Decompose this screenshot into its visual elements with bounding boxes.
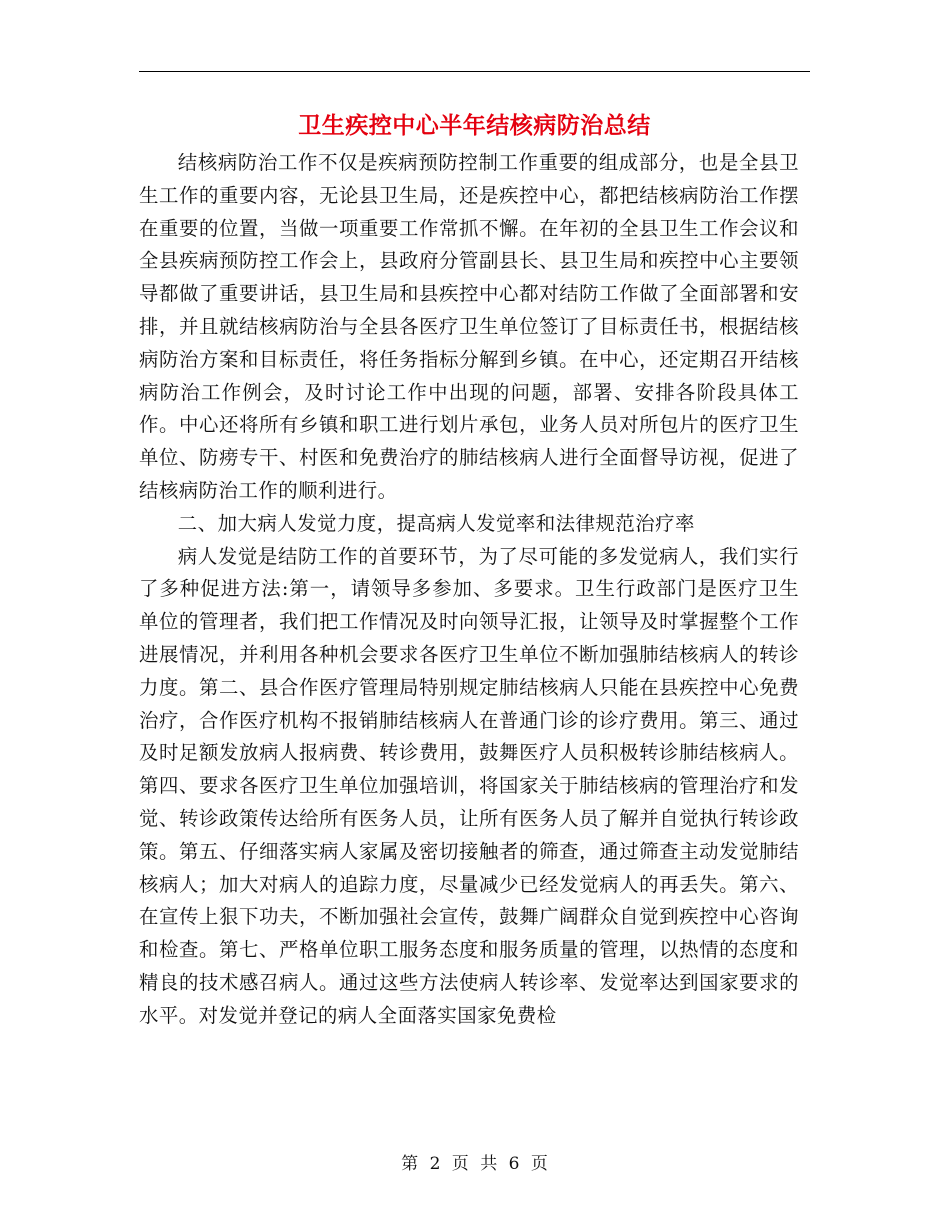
header-rule [139, 71, 810, 72]
footer-suffix: 页 [530, 1154, 548, 1174]
section-heading-2: 二、加大病人发觉力度，提高病人发觉率和法律规范治疗率 [177, 511, 695, 535]
footer-total-pages: 6 [508, 1154, 520, 1174]
paragraph-case-finding: 病人发觉是结防工作的首要环节，为了尽可能的多发觉病人，我们实行了多种促进方法:第一，请领导多参加、多要求。卫生行政部门是医疗卫生单位的管理者，我们把工作情况及时向领导汇报，让领导及时掌握整个工作进展情况，并利用各种机会要求各医疗卫生单位不断加强肺结核病人的转诊力度。第二、县合作医疗管理局特别规定肺结核病人只能在县疾控中心免费治疗，合作医疗机构不报销肺结核病人在普通门诊的诊疗费用。第三、通过及时足额发放病人报病费、转诊费用，鼓舞医疗人员积极转诊肺结核病人。第四、要求各医疗卫生单位加强培训，将国家关于肺结核病的管理治疗和发觉、转诊政策传达给所有医务人员，让所有医务人员了解并自觉执行转诊政策。第五、仔细落实病人家属及密切接触者的筛查，通过筛查主动发觉肺结核病人；加大对病人的追踪力度，尽量减少已经发觉病人的再丢失。第六、在宣传上狠下功夫，不断加强社会宣传，鼓舞广阔群众自觉到疾控中心咨询和检查。第七、严格单位职工服务态度和服务质量的管理，以热情的态度和精良的技术感召病人。通过这些方法使病人转诊率、发觉率达到国家要求的水平。对发觉并登记的病人全面落实国家免费检 [139, 544, 799, 1027]
paragraph-intro: 结核病防治工作不仅是疾病预防控制工作重要的组成部分，也是全县卫生工作的重要内容，无论县卫生局，还是疾控中心，都把结核病防治工作摆在重要的位置，当做一项重要工作常抓不懈。在年初的全县卫生工作会议和全县疾病预防控工作会上，县政府分管副县长、县卫生局和疾控中心主要领导都做了重要讲话，县卫生局和县疾控中心都对结防工作做了全面部署和安排，并且就结核病防治与全县各医疗卫生单位签订了目标责任书，根据结核病防治方案和目标责任，将任务指标分解到乡镇。在中心，还定期召开结核病防治工作例会，及时讨论工作中出现的问题，部署、安排各阶段具体工作。中心还将所有乡镇和职工进行划片承包，业务人员对所包片的医疗卫生单位、防痨专干、村医和免费治疗的肺结核病人进行全面督导访视，促进了结核病防治工作的顺利进行。 [139, 151, 799, 502]
footer-page-word: 页 [451, 1154, 469, 1174]
page-footer [139, 1152, 810, 1176]
footer-total-word: 共 [480, 1154, 498, 1174]
footer-prefix: 第 [401, 1154, 419, 1174]
footer-current-page: 2 [429, 1154, 441, 1174]
document-body [139, 147, 799, 1033]
document-title: 卫生疾控中心半年结核病防治总结 [298, 112, 651, 139]
